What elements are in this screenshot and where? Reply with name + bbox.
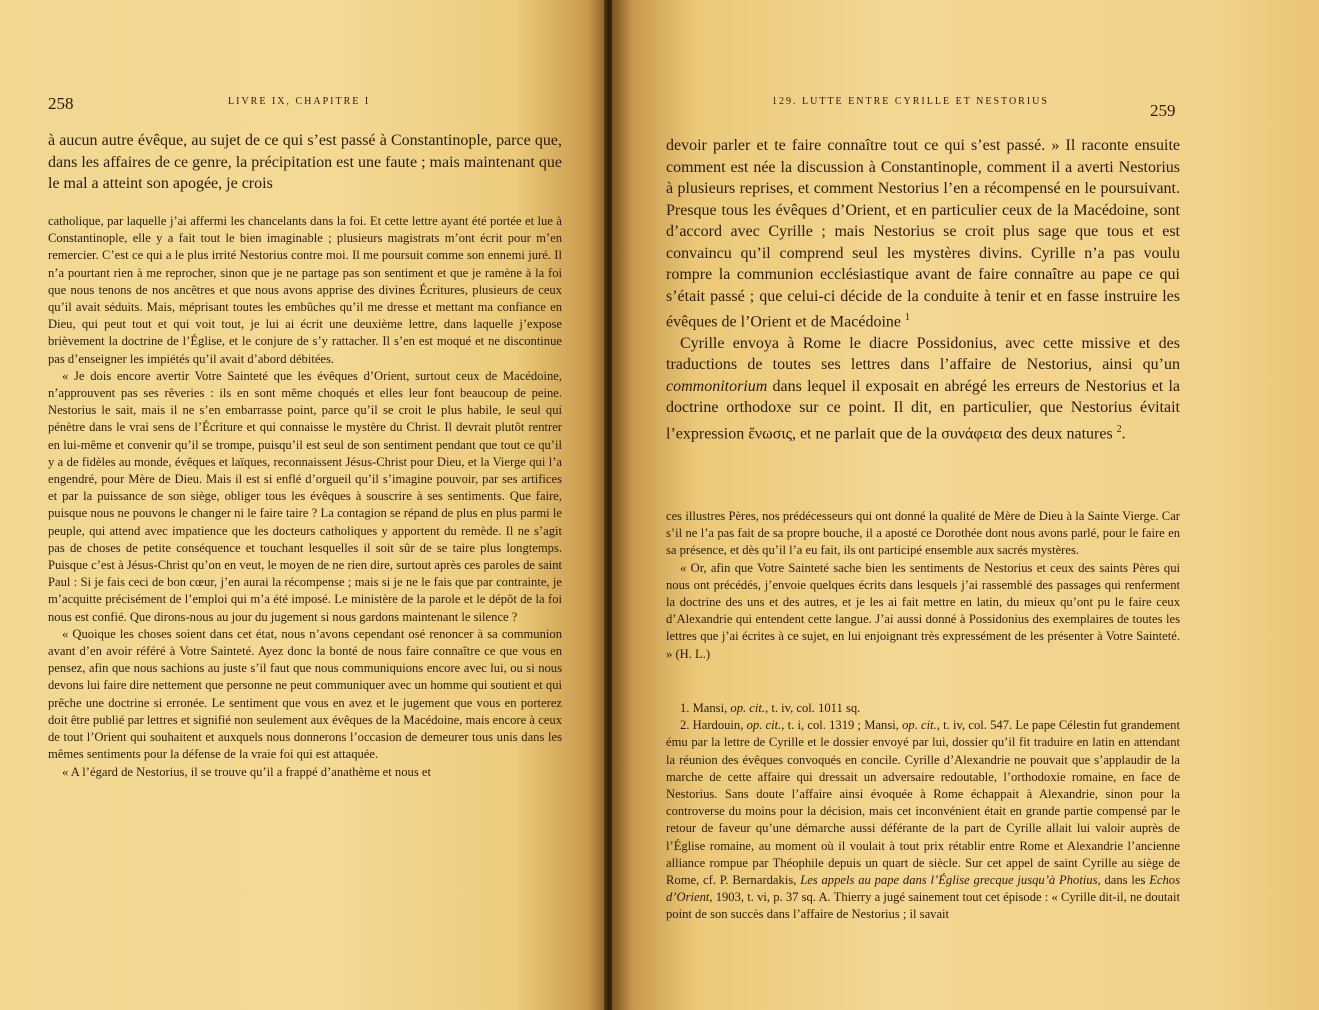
page-number: 258 bbox=[48, 94, 74, 113]
greek-term: ἕνωσις bbox=[748, 425, 792, 443]
letter-paragraph: « Quoique les choses soient dans cet état, nous n’avons cependant osé renoncer à sa communion avant d’en avoir référé à Votre Sainteté. Ayez donc la bonté de nous faire connaître ce que vous en pensez, afin que nous sachions au juste s’il faut que nous communiquions encore avec lui, ou si nous devons lui faire dire nettement que personne ne peut communiquer avec un homme qui soutient et qui prêche une doctrine si erronée. Le sentiment que vous en avez et le jugement que vous en porterez doit être publié par lettres et signifié non seulement aux évêques de la Macédoine, mais encore à ceux de tout l’Orient qui souhaitent et auxquels nous donnerons l’occasion de demeurer tous unis dans les mêmes sentiments pour la défense de la vraie foi qui est attaquée. bbox=[48, 626, 562, 762]
main-text-block bbox=[48, 130, 562, 195]
letter-paragraph: « Or, afin que Votre Sainteté sache bien les sentiments de Nestorius et ceux des saints Pères qui nous ont précédés, j’envoie quelques écrits dans lesquels j’ai rassemblé des passages qui renferment la doctrine des uns et des autres, et je les ai fait mettre en latin, du mieux qu’ont pu le faire ceux d’Alexandrie qui entendent cette langue. J’ai aussi donné à Possidonius des exemplaires de toutes les lettres que j’ai écrites à ce sujet, en lui enjoignant très expressément de les présenter à Votre Sainteté. » (H. L.) bbox=[666, 560, 1180, 661]
quoted-letter-block bbox=[666, 508, 1180, 663]
main-text-paragraph: à aucun autre évêque, au sujet de ce qui s’est passé à Constantinople, parce que, dans les affaires de ce genre, la précipitation est une faute ; mais maintenant que le mal a atteint son apogée, je crois bbox=[48, 132, 562, 192]
left-page bbox=[0, 0, 606, 1010]
letter-paragraph: catholique, par laquelle j’ai affermi les chancelants dans la foi. Et cette lettre ayant été portée et lue à Constantinople, elle y a fait tout le bien imaginable ; plusieurs magistrats m’ont écrit pour m’en remercier. C’est ce qui a le plus irrité Nestorius contre moi. Il me poursuit comme son ennemi juré. Il n’a pourtant rien à me reprocher, sinon que je ne partage pas son sentiment et que je ramène à la foi que nous tenons de nos ancêtres et que nous avons apprise des divines Écritures, plusieurs de ceux qu’il avait séduits. Mais, méprisant toutes les embûches qu’il me dresse et mettant ma confiance en Dieu, qui peut tout et qui voit tout, je lui ai écrit une deuxième lettre, dans laquelle j’expose brièvement la doctrine de l’Église, et le conjure de s’y rattacher. Il s’en est moqué et ne discontinue pas d’enseigner les impiétés qu’il avait d’abord débitées. bbox=[48, 214, 562, 366]
main-text-paragraph: Cyrille envoya à Rome le diacre Possidonius, avec cette missive et des traductions de toutes ses lettres dans l’affaire de Nestorius, ainsi qu’un commonitorium dans lequel il exposait en abrégé les erreurs de Nestorius et la doctrine orthodoxe sur ce point. Il dit, en particulier, que Nestorius évitait l’expression ἕνωσις, et ne parlait que de la συνάφεια des deux natures $^2$. bbox=[666, 334, 1181, 443]
running-header: LIVRE IX, CHAPITRE I bbox=[228, 96, 371, 107]
letter-paragraph: ces illustres Pères, nos prédécesseurs qui ont donné la qualité de Mère de Dieu à la Sainte Vierge. Car s’il ne l’a pas fait de sa propre bouche, il a aposté ce Dorothée dont nous avons parlé, pour le faire en sa présence, et dès qu’il l’a eu fait, ils ont participé ensemble aux sacrés mystères. bbox=[666, 509, 1180, 558]
letter-paragraph: « Je dois encore avertir Votre Sainteté que les évêques d’Orient, surtout ceux de Macédoine, n’approuvent pas ses rêveries : ils en sont même choqués et elles leur font beaucoup de peine. Nestorius le sait, mais il ne s’en embarrasse point, parce qu’il se croit le plus habile, le seul qui pénètre dans le vrai sens de l’Écriture et qui connaisse le mystère du Christ. Il devrait plutôt rentrer en lui-même et convenir qu’il se trompe, puisqu’il est seul de son sentiment pendant que tout ce qu’il y a de fidèles au monde, évêques et laïques, reconnaissent Jésus-Christ pour Dieu, et la Vierge qui l’a engendré, pour Mère de Dieu. Mais il est si enflé d’orgueil qu’il s’imagine pouvoir, par ses artifices et par la puissance de son siège, obliger tous les évêques à souscrire à ses sentiments. Que faire, puisque nous ne pouvons le changer ni le faire taire ? La contagion se répand de plus en plus parmi le peuple, qui attend avec impatience que les docteurs catholiques y apportent du remède. Il ne s’agit pas de choses de petite conséquence et touchant lesquelles il soit sûr de se taire plus longtemps. Puisque c’est à Jésus-Christ qu’on en veut, le moyen de ne rien dire, surtout après ces paroles de saint Paul : Si je fais ceci de bon cœur, j’en aurai la récompense ; mais si je ne le fais que par contrainte, je m’acquitte précisément de l’emploi qui m’a été imposé. Le ministère de la parole et le dépôt de la foi nous est confié. Que dirons-nous au jour du jugement si nous gardons maintenant le silence ? bbox=[48, 368, 562, 624]
running-header: 129. LUTTE ENTRE CYRILLE ET NESTORIUS bbox=[772, 96, 1049, 107]
footnote-ref: 1 bbox=[905, 312, 911, 323]
main-text-block bbox=[666, 135, 1180, 445]
page-number: 259 bbox=[1150, 101, 1176, 120]
footnote: 2. Hardouin, op. cit., t. i, col. 1319 ; Mansi, op. cit., t. iv, col. 547. Le pape Célestin fut grandement ému par la lettre de Cyrille et le dossier envoyé par lui, dossier qu’il fit traduire en latin en attendant la réunion des évêques convoqués en concile. Cyrille d’Alexandrie ne pouvait que s’applaudir de la marche de cette affaire qui dressait un adversaire redoutable, l’orthodoxie romaine, en face de Nestorius. Sans doute l’affaire ainsi évoquée à Rome échappait à Alexandrie, sinon pour la controverse du moins pour la décision, mais cet inconvénient était en grande partie compensé par le retour de faveur qu’une démarche aussi déférante de la part de Cyrille allait lui valoir auprès de l’Église romaine, au moment où il voulait à tout prix rétablir entre Rome et Alexandrie l’ancienne alliance rompue par Théophile depuis un quart de siècle. Sur cet appel de saint Cyrille au siège de Rome, cf. P. Bernardakis, Les appels au pape dans l’Église grecque jusqu’à Photius, dans les Echos d’Orient, 1903, t. vi, p. 37 sq. A. Thierry a jugé sainement tout cet épisode : « Cyrille dit-il, ne doutait point de son succès dans l’affaire de Nestorius ; il savait bbox=[666, 718, 1180, 922]
greek-term: συνάφεια bbox=[941, 425, 1003, 443]
right-page bbox=[612, 0, 1319, 1010]
main-text-paragraph: devoir parler et te faire connaître tout ce qui s’est passé. » Il raconte ensuite comment est née la discussion à Constantinople, comment il a averti Nestorius à plusieurs reprises, et comment Nestorius l’en a récompensé en le poursuivant. Presque tous les évêques d’Orient, et en particulier ceux de la Macédoine, sont d’accord avec Cyrille ; mais Nestorius se croit plus sage que tous et est convaincu qu’il comprend seul les mystères divins. Cyrille n’a pas voulu rompre la communion ecclésiastique avant de faire connaître au pape ce qui s’était passé ; que celui-ci décide de la conduite à tenir et en fasse instruire les évêques de l’Orient et de Macédoine $^1$ bbox=[666, 137, 1180, 331]
letter-paragraph: « A l’égard de Nestorius, il se trouve qu’il a frappé d’anathème et nous et bbox=[62, 764, 431, 779]
footnote: 1. Mansi, op. cit., t. iv, col. 1011 sq. bbox=[680, 701, 861, 715]
footnote-ref: 2 bbox=[1116, 423, 1122, 435]
footnotes-block bbox=[666, 700, 1180, 924]
quoted-letter-block bbox=[48, 213, 562, 781]
